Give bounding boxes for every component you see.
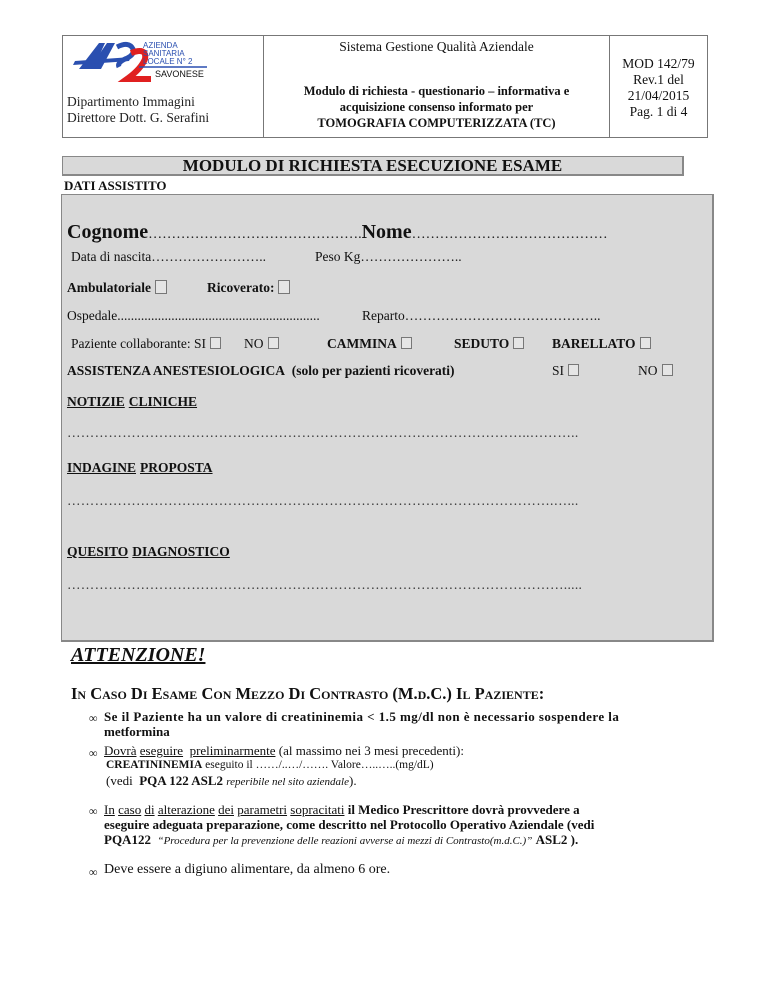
instruction-item-3 bbox=[104, 802, 704, 849]
notizie-word: NOTIZIE bbox=[67, 394, 125, 409]
ambulatoriale-option bbox=[67, 280, 167, 296]
director-name: Direttore Dott. G. Serafini bbox=[67, 110, 210, 125]
nome-label: Nome bbox=[361, 221, 412, 243]
seduto-option bbox=[454, 336, 524, 352]
quesito-diagnostico-heading bbox=[67, 543, 230, 561]
logo-text-line-1: AZIENDA bbox=[143, 41, 178, 50]
bullet-icon: ∞ bbox=[89, 711, 98, 725]
diagnostico-word: DIAGNOSTICO bbox=[132, 544, 230, 559]
collaborante-no-checkbox[interactable] bbox=[268, 337, 279, 349]
module-code: MOD 142/79 bbox=[622, 56, 695, 71]
reparto-field[interactable]: Reparto…………………………………….. bbox=[362, 308, 601, 323]
item3-word: caso bbox=[118, 802, 142, 817]
assistenza-si-label: SI bbox=[552, 363, 565, 378]
instruction-item-4: Deve essere a digiuno alimentare, da almeno 6 ore. bbox=[104, 862, 391, 877]
indagine-proposta-field[interactable]: …………………………………………………………………………………………….…... bbox=[67, 493, 579, 508]
ospedale-field[interactable]: Ospedale............................................................ bbox=[67, 308, 320, 323]
cognome-label: Cognome bbox=[67, 221, 149, 243]
module-title-line: Modulo di richiesta - questionario – informativa e bbox=[303, 84, 570, 98]
quesito-diagnostico-field[interactable]: ………………………………………………………………………………………………..... bbox=[67, 577, 583, 592]
bullet-icon: ∞ bbox=[89, 865, 98, 879]
item2-pqa: PQA 122 ASL2 bbox=[139, 773, 224, 788]
cognome-field[interactable]: ………………………………………. bbox=[148, 227, 362, 242]
indagine-word: INDAGINE bbox=[67, 460, 137, 475]
bullet-icon: ∞ bbox=[89, 804, 98, 818]
ricoverato-checkbox[interactable] bbox=[278, 280, 290, 294]
logo-text-line-2: SANITARIA bbox=[143, 49, 185, 58]
collaborante-label: Paziente collaborante: SI bbox=[71, 336, 206, 351]
assistenza-si-option bbox=[552, 363, 579, 379]
item3-word: In bbox=[104, 802, 115, 817]
peso-field[interactable]: Peso Kg………………….. bbox=[315, 249, 462, 264]
module-title-line: acquisizione consenso informato per bbox=[339, 100, 534, 114]
attention-heading: ATTENZIONE! bbox=[71, 644, 206, 666]
seduto-label: SEDUTO bbox=[454, 336, 510, 351]
collaborante-no-label: NO bbox=[244, 336, 264, 351]
data-nascita-field[interactable]: Data di nascita…………………….. bbox=[71, 249, 266, 264]
barellato-label: BARELLATO bbox=[552, 336, 636, 351]
item3-word: parametri bbox=[237, 802, 288, 817]
collaborante-si-option bbox=[71, 336, 221, 352]
item1-line2: metformina bbox=[104, 724, 170, 739]
department-info bbox=[67, 94, 209, 126]
logo-text-line-4: SAVONESE bbox=[155, 69, 204, 79]
patient-data-form bbox=[61, 194, 714, 642]
ambulatoriale-label: Ambulatoriale bbox=[67, 280, 151, 295]
cliniche-word: CLINICHE bbox=[128, 394, 198, 409]
barellato-checkbox[interactable] bbox=[640, 337, 651, 349]
header-right-cell bbox=[610, 36, 707, 137]
assistenza-si-checkbox[interactable] bbox=[568, 364, 579, 376]
collaborante-si-checkbox[interactable] bbox=[210, 337, 221, 349]
item3-word: sopracitati bbox=[290, 802, 345, 817]
quesito-word: QUESITO bbox=[67, 544, 129, 559]
cammina-checkbox[interactable] bbox=[401, 337, 412, 349]
item1-line1: Se il Paziente ha un valore di creatininemia < 1.5 mg/dl non è necessario sospendere la bbox=[104, 709, 620, 724]
instruction-item-2 bbox=[104, 743, 704, 790]
item2-preliminarmente: preliminarmente bbox=[189, 743, 276, 758]
creatininemia-field[interactable]: eseguito il ……/..…/……. Valore…..…..(mg/dL) bbox=[205, 759, 434, 771]
cammina-option bbox=[327, 336, 412, 352]
indagine-proposta-heading bbox=[67, 459, 213, 477]
notizie-cliniche-heading bbox=[67, 393, 197, 411]
item2-end: ). bbox=[348, 773, 357, 788]
instruction-item-1 bbox=[104, 709, 704, 739]
cammina-label: CAMMINA bbox=[327, 336, 397, 351]
item2-vedi: (vedi bbox=[106, 773, 133, 788]
form-title: MODULO DI RICHIESTA ESECUZIONE ESAME bbox=[62, 156, 684, 176]
revision-date: 21/04/2015 bbox=[627, 88, 690, 103]
collaborante-no-option bbox=[244, 336, 279, 352]
bullet-icon: ∞ bbox=[89, 746, 98, 760]
document-info bbox=[610, 56, 707, 120]
header-left-cell bbox=[63, 36, 264, 137]
item3-word: alterazione bbox=[157, 802, 215, 817]
notizie-cliniche-field[interactable]: ………………………………………………………………………………………..……….. bbox=[67, 425, 579, 440]
item2-line2 bbox=[104, 758, 704, 773]
assistenza-no-option bbox=[638, 363, 673, 379]
assistenza-no-checkbox[interactable] bbox=[662, 364, 673, 376]
item2-line1 bbox=[104, 743, 704, 758]
creatininemia-label: CREATININEMIA bbox=[106, 759, 203, 771]
barellato-option bbox=[552, 336, 651, 352]
ambulatoriale-checkbox[interactable] bbox=[155, 280, 167, 294]
item3-line2: eseguire adeguata preparazione, come descritto nel Protocollo Operativo Aziendale (vedi bbox=[104, 817, 595, 832]
assistenza-no-label: NO bbox=[638, 363, 658, 378]
revision: Rev.1 del bbox=[633, 72, 684, 87]
ricoverato-option bbox=[207, 280, 290, 296]
contrast-subheading: In Caso Di Esame Con Mezzo Di Contrasto (M.d.C.) Il Paziente: bbox=[71, 684, 545, 703]
module-title-line: TOMOGRAFIA COMPUTERIZZATA (TC) bbox=[317, 116, 556, 130]
assistenza-label: ASSISTENZA ANESTESIOLOGICA bbox=[67, 363, 285, 378]
department-name: Dipartimento Immagini bbox=[67, 94, 195, 109]
item3-end: ASL2 ). bbox=[535, 832, 579, 847]
item2-rest: (al massimo nei 3 mesi precedenti): bbox=[278, 743, 464, 758]
page-number: Pag. 1 di 4 bbox=[629, 104, 688, 119]
header-middle-cell bbox=[264, 36, 610, 137]
asl2-logo bbox=[71, 39, 211, 89]
nome-field[interactable]: …………………………………… bbox=[411, 227, 608, 242]
item3-line3 bbox=[104, 832, 704, 849]
item3-line1 bbox=[104, 802, 704, 817]
item3-pqa: PQA122 bbox=[104, 832, 151, 847]
logo-text-line-3: LOCALE N° 2 bbox=[143, 57, 193, 66]
item2-reperibile: reperibile nel sito aziendale bbox=[226, 776, 349, 788]
quality-system-label: Sistema Gestione Qualità Aziendale bbox=[339, 39, 534, 54]
item3-bold-text: il Medico Prescrittore dovrà provvedere a bbox=[347, 802, 580, 817]
document-header bbox=[62, 35, 708, 138]
item2-eseguire: eseguire bbox=[139, 743, 184, 758]
seduto-checkbox[interactable] bbox=[513, 337, 524, 349]
item2-line3 bbox=[104, 773, 704, 790]
assistenza-row bbox=[67, 363, 455, 379]
module-title bbox=[264, 83, 609, 131]
ricoverato-label: Ricoverato: bbox=[207, 280, 275, 295]
assistenza-note: (solo per pazienti ricoverati) bbox=[291, 363, 455, 378]
proposta-word: PROPOSTA bbox=[140, 460, 213, 475]
item2-dovra: Dovrà bbox=[104, 743, 137, 758]
item3-word: di bbox=[144, 802, 155, 817]
item3-word: dei bbox=[218, 802, 234, 817]
name-row bbox=[67, 221, 608, 244]
section-label-dati-assistito: DATI ASSISTITO bbox=[64, 178, 167, 193]
item3-procedure-title: “Procedura per la prevenzione delle reazioni avverse ai mezzi di Contrasto(m.d.C.)” bbox=[157, 835, 533, 847]
